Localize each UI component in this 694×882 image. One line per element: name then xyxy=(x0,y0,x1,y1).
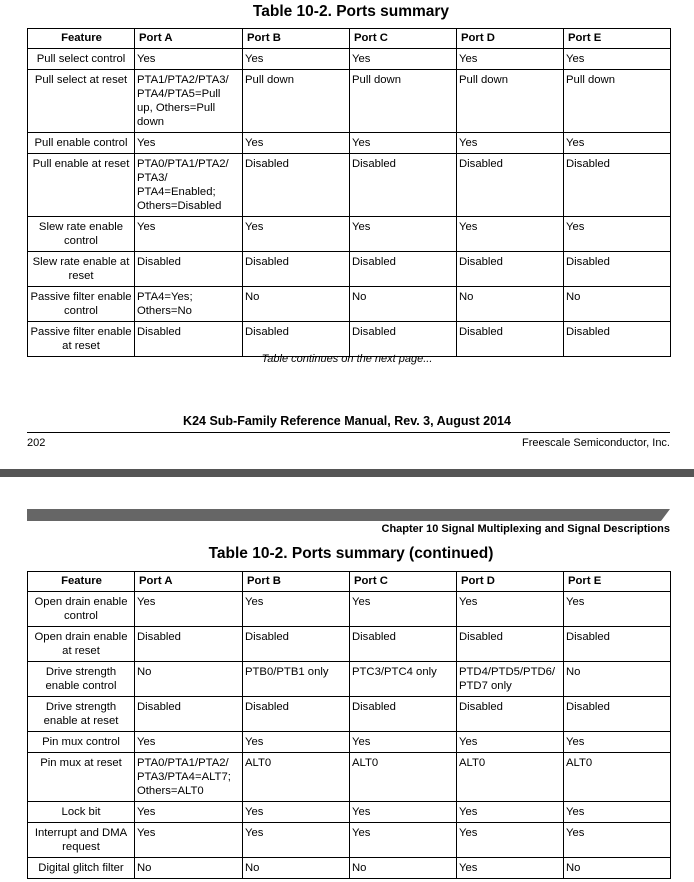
feature-cell: Lock bit xyxy=(28,802,135,823)
port-a-cell: Yes xyxy=(135,592,243,627)
port-c-cell: Disabled xyxy=(350,252,457,287)
port-b-cell: ALT0 xyxy=(243,753,350,802)
port-a-cell: Yes xyxy=(135,732,243,753)
table-title-continued: Table 10-2. Ports summary (continued) xyxy=(208,545,494,562)
table-row xyxy=(28,287,671,322)
port-c-cell: Yes xyxy=(350,732,457,753)
port-b-cell: Pull down xyxy=(243,70,350,133)
feature-cell: Digital glitch filter xyxy=(28,858,135,879)
port-c-cell: Yes xyxy=(350,217,457,252)
feature-cell: Pull enable control xyxy=(28,133,135,154)
port-c-cell: No xyxy=(350,287,457,322)
port-e-cell: No xyxy=(564,858,671,879)
table-row xyxy=(28,823,671,858)
port-e-cell: Yes xyxy=(564,592,671,627)
port-d-cell: Yes xyxy=(457,802,564,823)
feature-cell: Pin mux control xyxy=(28,732,135,753)
feature-cell: Passive filter enable control xyxy=(28,287,135,322)
port-b-cell: Yes xyxy=(243,823,350,858)
publisher-name: Freescale Semiconductor, Inc. xyxy=(522,437,670,449)
header-port-e: Port E xyxy=(564,29,671,49)
header-port-b: Port B xyxy=(243,29,350,49)
port-e-cell: Disabled xyxy=(564,697,671,732)
port-d-cell: Disabled xyxy=(457,322,564,357)
table-row xyxy=(28,802,671,823)
port-d-cell: Yes xyxy=(457,217,564,252)
header-port-e: Port E xyxy=(564,572,671,592)
port-e-cell: ALT0 xyxy=(564,753,671,802)
footer-divider xyxy=(27,432,670,433)
table-row xyxy=(28,133,671,154)
port-e-cell: Disabled xyxy=(564,154,671,217)
port-c-cell: Pull down xyxy=(350,70,457,133)
port-a-cell: No xyxy=(135,662,243,697)
port-d-cell: Yes xyxy=(457,823,564,858)
port-c-cell: Disabled xyxy=(350,322,457,357)
chapter-header-bar xyxy=(27,509,670,521)
table-row xyxy=(28,662,671,697)
port-d-cell: Disabled xyxy=(457,154,564,217)
table-row xyxy=(28,858,671,879)
footer-manual-title: K24 Sub-Family Reference Manual, Rev. 3, August 2014 xyxy=(183,414,511,428)
feature-cell: Pull select control xyxy=(28,49,135,70)
feature-cell: Pull enable at reset xyxy=(28,154,135,217)
port-e-cell: No xyxy=(564,287,671,322)
port-e-cell: Yes xyxy=(564,133,671,154)
port-c-cell: Yes xyxy=(350,802,457,823)
port-a-cell: Yes xyxy=(135,133,243,154)
header-port-c: Port C xyxy=(350,29,457,49)
port-a-cell: Disabled xyxy=(135,322,243,357)
port-a-cell: Yes xyxy=(135,823,243,858)
port-c-cell: Yes xyxy=(350,133,457,154)
port-e-cell: Pull down xyxy=(564,70,671,133)
feature-cell: Interrupt and DMA request xyxy=(28,823,135,858)
feature-cell: Pull select at reset xyxy=(28,70,135,133)
chapter-title: Chapter 10 Signal Multiplexing and Signal Descriptions xyxy=(381,523,670,535)
header-port-b: Port B xyxy=(243,572,350,592)
table-row xyxy=(28,217,671,252)
port-c-cell: Disabled xyxy=(350,697,457,732)
port-a-cell: Disabled xyxy=(135,627,243,662)
table-row xyxy=(28,154,671,217)
port-d-cell: Yes xyxy=(457,133,564,154)
header-feature: Feature xyxy=(28,29,135,49)
feature-cell: Drive strength enable control xyxy=(28,662,135,697)
port-d-cell: Disabled xyxy=(457,697,564,732)
port-c-cell: No xyxy=(350,858,457,879)
port-b-cell: No xyxy=(243,287,350,322)
port-b-cell: Yes xyxy=(243,732,350,753)
port-d-cell: Disabled xyxy=(457,627,564,662)
port-c-cell: Yes xyxy=(350,592,457,627)
port-d-cell: Yes xyxy=(457,732,564,753)
header-port-d: Port D xyxy=(457,572,564,592)
port-e-cell: Yes xyxy=(564,217,671,252)
feature-cell: Drive strength enable at reset xyxy=(28,697,135,732)
feature-cell: Pin mux at reset xyxy=(28,753,135,802)
port-b-cell: Disabled xyxy=(243,154,350,217)
port-e-cell: Disabled xyxy=(564,252,671,287)
port-d-cell: Yes xyxy=(457,49,564,70)
header-port-d: Port D xyxy=(457,29,564,49)
port-b-cell: Yes xyxy=(243,802,350,823)
feature-cell: Slew rate enable at reset xyxy=(28,252,135,287)
ports-summary-table xyxy=(27,28,671,357)
port-e-cell: Disabled xyxy=(564,627,671,662)
port-a-cell: PTA0/PTA1/PTA2/ PTA3/PTA4=ALT7; Others=ALT0 xyxy=(135,753,243,802)
port-b-cell: Yes xyxy=(243,133,350,154)
header-feature: Feature xyxy=(28,572,135,592)
table-title: Table 10-2. Ports summary xyxy=(252,3,450,20)
page-separator xyxy=(0,469,694,477)
table-row xyxy=(28,592,671,627)
port-c-cell: Disabled xyxy=(350,627,457,662)
ports-summary-table-continued xyxy=(27,571,671,879)
port-d-cell: Disabled xyxy=(457,252,564,287)
feature-cell: Open drain enable control xyxy=(28,592,135,627)
port-a-cell: Yes xyxy=(135,49,243,70)
table-row xyxy=(28,252,671,287)
page-number: 202 xyxy=(27,437,46,449)
port-a-cell: Yes xyxy=(135,217,243,252)
port-d-cell: ALT0 xyxy=(457,753,564,802)
feature-cell: Passive filter enable at reset xyxy=(28,322,135,357)
port-b-cell: Yes xyxy=(243,217,350,252)
port-e-cell: No xyxy=(564,662,671,697)
port-e-cell: Yes xyxy=(564,732,671,753)
port-d-cell: Yes xyxy=(457,592,564,627)
port-b-cell: Yes xyxy=(243,592,350,627)
port-a-cell: Disabled xyxy=(135,252,243,287)
port-b-cell: Disabled xyxy=(243,322,350,357)
port-a-cell: Disabled xyxy=(135,697,243,732)
port-d-cell: No xyxy=(457,287,564,322)
port-b-cell: Disabled xyxy=(243,627,350,662)
header-port-a: Port A xyxy=(135,29,243,49)
port-c-cell: PTC3/PTC4 only xyxy=(350,662,457,697)
port-a-cell: No xyxy=(135,858,243,879)
table-header-row xyxy=(28,572,671,592)
table-row xyxy=(28,732,671,753)
port-c-cell: ALT0 xyxy=(350,753,457,802)
port-c-cell: Yes xyxy=(350,49,457,70)
port-a-cell: PTA4=Yes; Others=No xyxy=(135,287,243,322)
port-d-cell: PTD4/PTD5/PTD6/ PTD7 only xyxy=(457,662,564,697)
port-e-cell: Yes xyxy=(564,802,671,823)
port-d-cell: Pull down xyxy=(457,70,564,133)
port-b-cell: Disabled xyxy=(243,697,350,732)
table-row xyxy=(28,70,671,133)
port-c-cell: Yes xyxy=(350,823,457,858)
port-e-cell: Yes xyxy=(564,49,671,70)
table-row xyxy=(28,627,671,662)
port-b-cell: No xyxy=(243,858,350,879)
feature-cell: Open drain enable at reset xyxy=(28,627,135,662)
feature-cell: Slew rate enable control xyxy=(28,217,135,252)
port-b-cell: Disabled xyxy=(243,252,350,287)
port-a-cell: PTA1/PTA2/PTA3/ PTA4/PTA5=Pull up, Others=Pull down xyxy=(135,70,243,133)
table-row xyxy=(28,753,671,802)
port-b-cell: Yes xyxy=(243,49,350,70)
table-header-row xyxy=(28,29,671,49)
port-e-cell: Yes xyxy=(564,823,671,858)
port-c-cell: Disabled xyxy=(350,154,457,217)
continuation-note: Table continues on the next page... xyxy=(261,353,433,365)
port-e-cell: Disabled xyxy=(564,322,671,357)
port-a-cell: Yes xyxy=(135,802,243,823)
port-a-cell: PTA0/PTA1/PTA2/ PTA3/ PTA4=Enabled; Others=Disabled xyxy=(135,154,243,217)
table-row xyxy=(28,322,671,357)
header-port-a: Port A xyxy=(135,572,243,592)
table-row xyxy=(28,49,671,70)
table-row xyxy=(28,697,671,732)
port-b-cell: PTB0/PTB1 only xyxy=(243,662,350,697)
header-port-c: Port C xyxy=(350,572,457,592)
port-d-cell: Yes xyxy=(457,858,564,879)
